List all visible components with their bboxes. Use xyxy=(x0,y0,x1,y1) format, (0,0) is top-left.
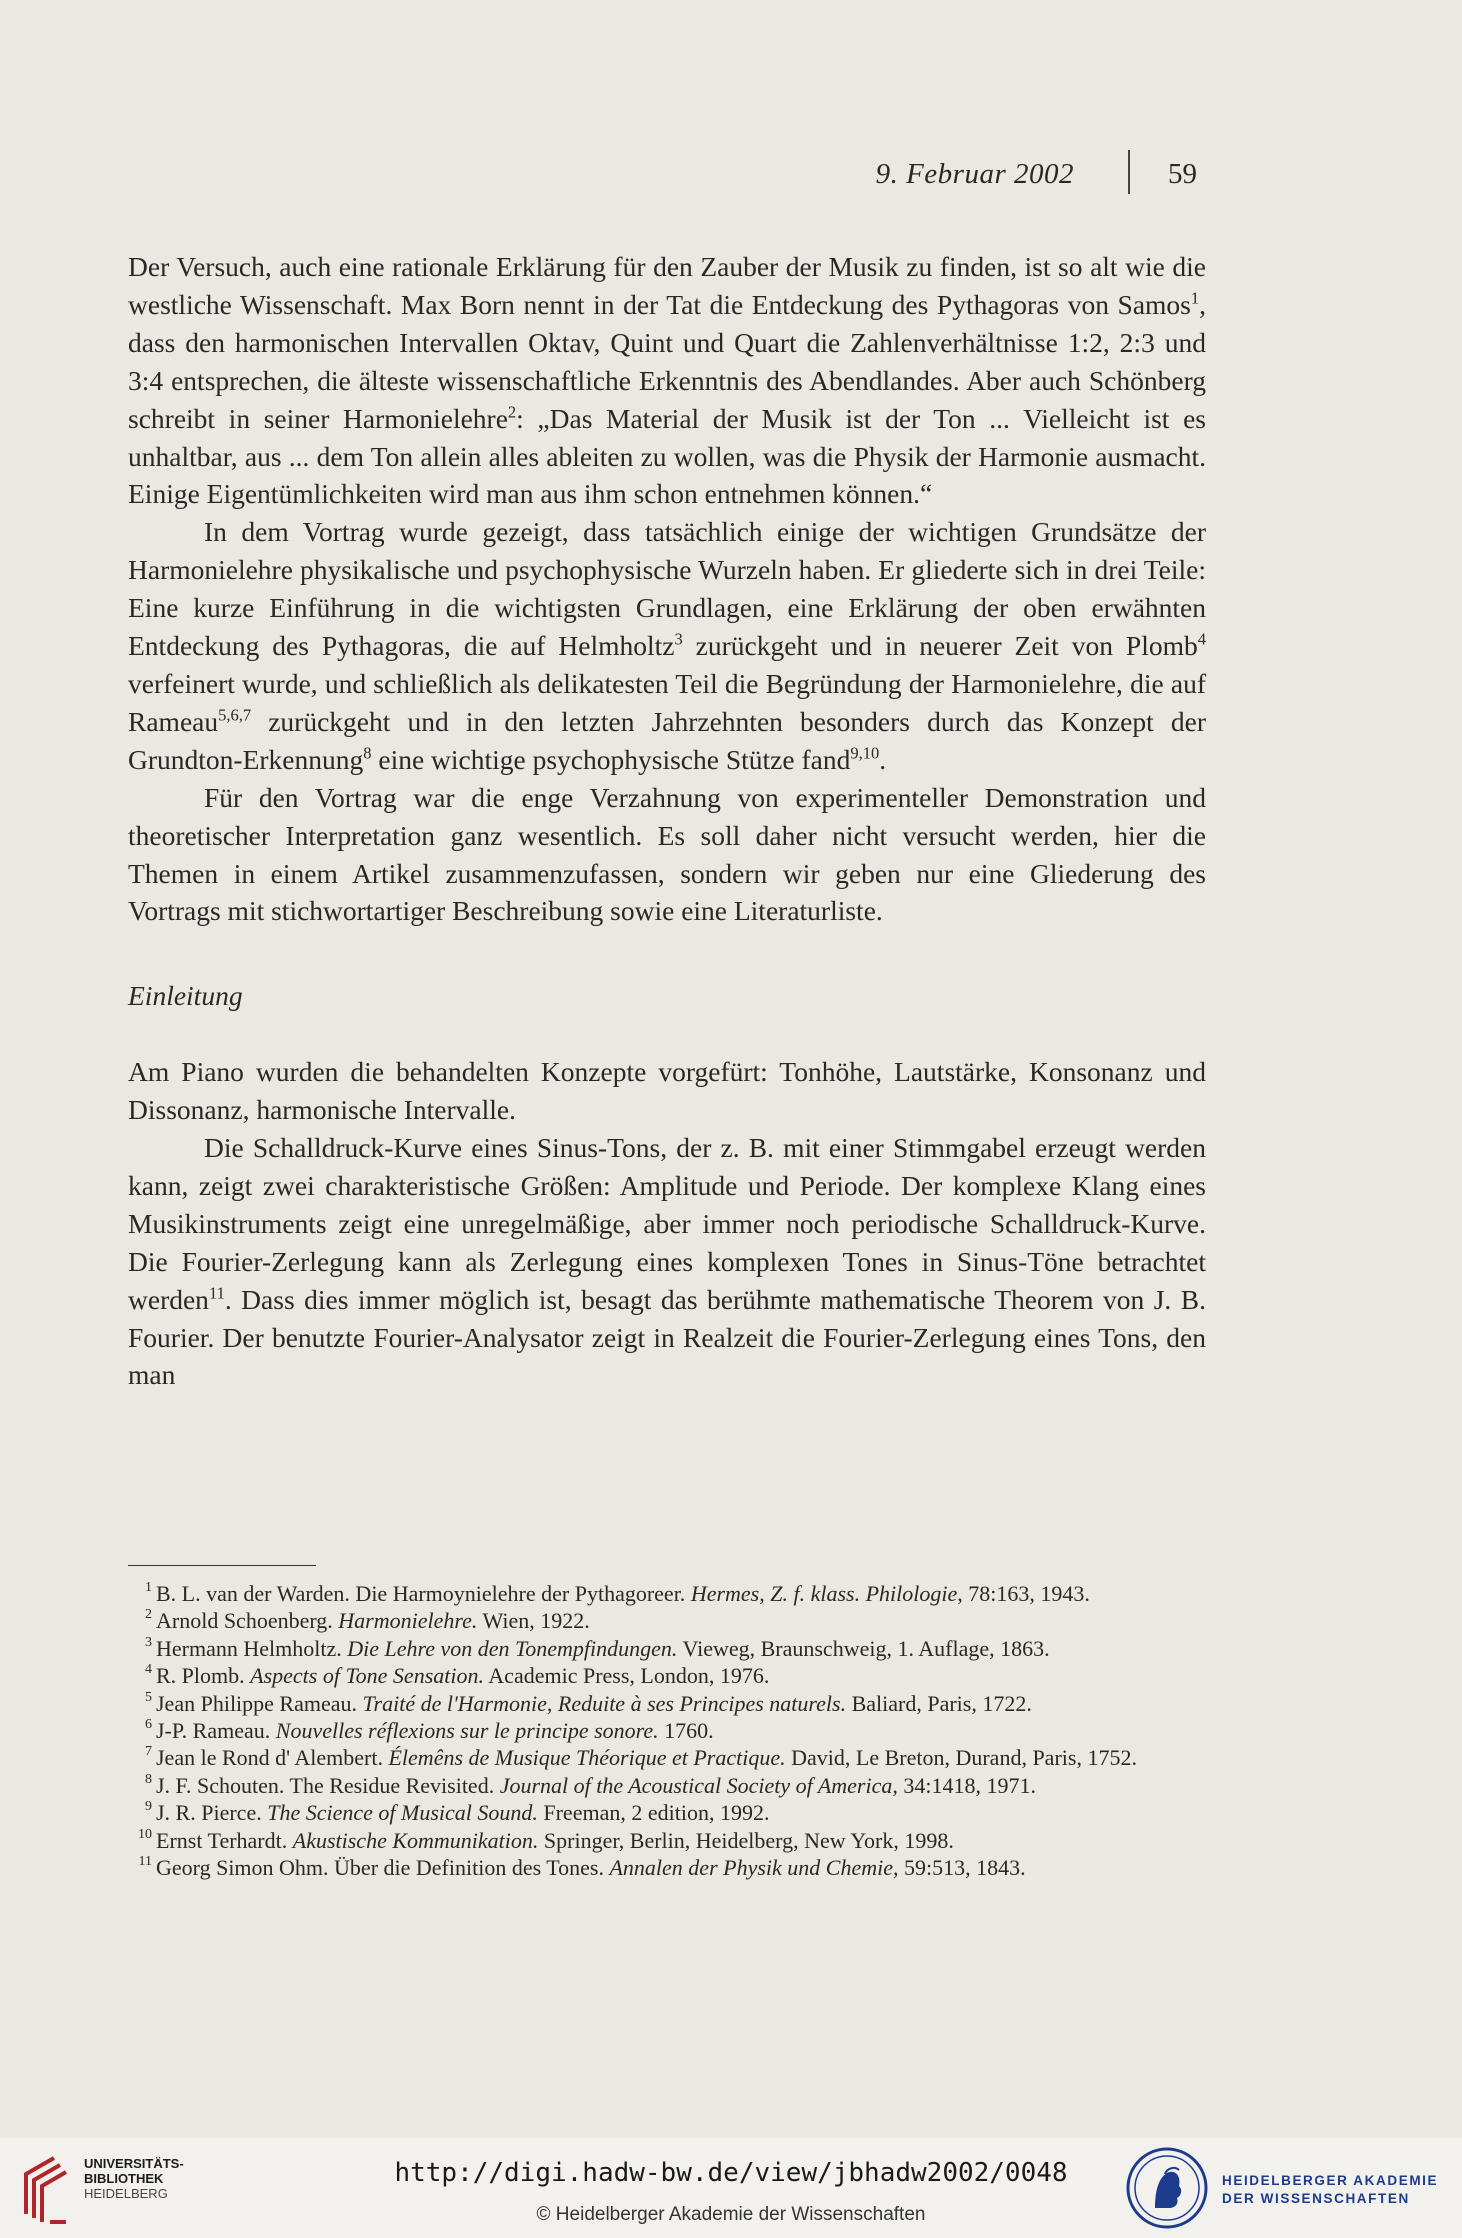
academy-seal-icon xyxy=(1125,2146,1209,2230)
footnote-number: 5 xyxy=(145,1689,152,1705)
intro-paragraphs xyxy=(128,248,1206,930)
italic-text: Traité de l'Harmonie, Reduite à ses Principes naturels. xyxy=(362,1690,847,1716)
italic-text: Akustische Kommunikation. xyxy=(292,1827,539,1853)
text-run: Der Versuch, auch eine rationale Erklärung für den Zauber der Musik zu finden, ist so alt wie die westliche Wissenschaft. Max Born nennt in der Tat die Entdeckung des Pythagoras von Samos xyxy=(128,251,1206,320)
paragraph xyxy=(128,1129,1206,1394)
text-run: Academic Press, London, 1976. xyxy=(484,1663,770,1689)
footnote-rule xyxy=(128,1565,316,1566)
text-run: Vieweg, Braunschweig, 1. Auflage, 1863. xyxy=(677,1635,1050,1661)
section-paragraphs xyxy=(128,1053,1206,1394)
text-run: 1760. xyxy=(658,1718,714,1744)
italic-text: Die Lehre von den Tonempfindungen. xyxy=(347,1635,678,1661)
text-run: zurückgeht und in neuerer Zeit von Plomb xyxy=(682,630,1198,662)
text-run: Jean Philippe Rameau. xyxy=(156,1690,363,1716)
footnote xyxy=(128,1580,1206,1607)
page-number: 59 xyxy=(1168,158,1197,190)
footnote-number: 4 xyxy=(145,1662,152,1678)
text-run: David, Le Breton, Durand, Paris, 1752. xyxy=(785,1745,1137,1771)
italic-text: Harmonielehre. xyxy=(338,1608,478,1634)
text-run: . xyxy=(879,743,887,775)
text-run: 34:1418, 1971. xyxy=(897,1772,1036,1798)
italic-text: Aspects of Tone Sensation. xyxy=(250,1663,484,1689)
running-header xyxy=(0,150,1462,200)
text-run: Arnold Schoenberg. xyxy=(156,1608,339,1634)
text-run: Baliard, Paris, 1722. xyxy=(846,1690,1032,1716)
text-run: , dass den harmonischen Intervallen Oktav, Quint und Quart die Zahlenverhältnisse 1:2, 2:3 und 3:4 entsprechen, die älteste wissenschaftliche Erkenntnis des Abendlandes. Aber auch Schönberg schreibt in seiner Harmonielehre xyxy=(128,288,1206,434)
text-run: zurückgeht und in den letzten Jahrzehnten besonders durch das Konzept der Grundton-Erkennung xyxy=(128,705,1206,775)
footnote-ref: 8 xyxy=(363,743,372,763)
text-run: Springer, Berlin, Heidelberg, New York, 1998. xyxy=(538,1827,954,1853)
text-run: Für den Vortrag war die enge Verzahnung von experimenteller Demonstration und theoretischer Interpretation ganz wesentlich. Es soll daher nicht versucht werden, hier die Themen in einem Artikel zusammenzufassen, sondern wir geben nur eine Gliederung des Vortrags mit stichwortartiger Beschreibung sowie eine Literaturliste. xyxy=(128,781,1206,927)
footnote xyxy=(128,1635,1206,1662)
footnote xyxy=(128,1799,1206,1826)
italic-text: Hermes, Z. f. klass. Philologie xyxy=(690,1581,958,1606)
footnote-number: 1 xyxy=(145,1580,152,1595)
italic-text: The Science of Musical Sound. xyxy=(267,1800,538,1826)
section-heading: Einleitung xyxy=(128,980,243,1012)
text-run: B. L. van der Warden. Die Harmoynielehre der Pythagoreer. xyxy=(156,1581,691,1606)
text-run: Freeman, 2 edition, 1992. xyxy=(537,1800,770,1826)
italic-text: Annalen der Physik und Chemie xyxy=(609,1855,893,1881)
footnote-ref: 9,10 xyxy=(850,743,880,763)
paragraph xyxy=(128,513,1206,778)
text-run: : „Das Material der Musik ist der Ton ... Vielleicht ist es unhaltbar, aus ... dem Ton allein alles ableiten zu wollen, was die Physik der Harmonie ausmacht. Einige Eigentümlichkeiten wird man aus ihm schon entnehmen können.“ xyxy=(128,402,1206,510)
copyright-notice: © Heidelberger Akademie der Wissenschaften xyxy=(536,2204,926,2225)
source-url-link[interactable]: http://digi.hadw-bw.de/view/jbhadw2002/0048 xyxy=(394,2158,1068,2188)
footnote-number: 8 xyxy=(145,1771,152,1787)
footnote xyxy=(128,1854,1206,1881)
text-run: Georg Simon Ohm. Über die Definition des Tones. xyxy=(156,1855,610,1881)
text-run: Ernst Terhardt. xyxy=(156,1827,293,1853)
text-run: , 59:513, 1843. xyxy=(892,1855,1026,1881)
running-title: 9. Februar 2002 xyxy=(875,158,1074,190)
text-run: J. R. Pierce. xyxy=(156,1800,268,1826)
text-run: Wien, 1922. xyxy=(477,1608,590,1634)
footnote xyxy=(128,1607,1206,1634)
text-run: J. F. Schouten. The Residue Revisited. xyxy=(156,1772,500,1798)
text-run: Hermann Helmholtz. xyxy=(156,1635,348,1661)
text-run: R. Plomb. xyxy=(156,1663,251,1689)
academy-name: HEIDELBERGER AKADEMIE DER WISSENSCHAFTEN xyxy=(1222,2173,1439,2206)
footnote xyxy=(128,1717,1206,1744)
university-library-name: UNIVERSITÄTS- BIBLIOTHEK HEIDELBERG xyxy=(84,2156,184,2201)
footnote-number: 6 xyxy=(145,1717,152,1733)
text-run: , 78:163, 1943. xyxy=(957,1581,1090,1606)
footnote xyxy=(128,1690,1206,1717)
footnote-ref: 5,6,7 xyxy=(218,705,252,725)
footnote-number: 2 xyxy=(145,1607,152,1623)
text-run: eine wichtige psychophysische Stütze fand xyxy=(371,743,851,775)
footnote-ref: 11 xyxy=(208,1282,225,1302)
footnote-ref: 3 xyxy=(674,629,683,649)
text-run: J-P. Rameau. xyxy=(156,1718,276,1744)
footnote-number: 10 xyxy=(138,1826,152,1842)
footnote-ref: 1 xyxy=(1190,288,1200,308)
italic-text: Journal of the Acoustical Society of America, xyxy=(499,1772,898,1798)
footnote-number: 9 xyxy=(145,1799,152,1815)
footnote xyxy=(128,1827,1206,1854)
text-run: In dem Vortrag wurde gezeigt, dass tatsächlich einige der wichtigen Grundsätze der Harmonielehre physikalische und psychophysische Wurzeln haben. Er gliederte sich in drei Teile: Eine kurze Einführung in die wichtigsten Grundlagen, eine Erklärung der oben erwähnten Entdeckung des Pythagoras, die auf Helmholtz xyxy=(128,516,1206,662)
text-run: Die Schalldruck-Kurve eines Sinus-Tons, der z. B. mit einer Stimmgabel erzeugt werden kann, zeigt zwei charakteristische Größen: Amplitude und Periode. Der komplexe Klang eines Musikinstruments zeigt eine unregelmäßige, aber immer noch periodische Schalldruck-Kurve. Die Fourier-Zerlegung kann als Zerlegung eines komplexen Tones in Sinus-Töne betrachtet werden xyxy=(128,1132,1206,1315)
text-run: verfeinert wurde, und schließlich als delikatesten Teil die Begründung der Harmonielehre, die auf Rameau xyxy=(128,667,1206,737)
footnote-ref: 4 xyxy=(1197,629,1206,649)
main-text xyxy=(128,248,1206,1394)
header-divider xyxy=(1128,150,1130,194)
footnote xyxy=(128,1772,1206,1799)
italic-text: Nouvelles réflexions sur le principe sonore. xyxy=(275,1718,659,1744)
text-run: . Dass dies immer möglich ist, besagt das berühmte mathematische Theorem von J. B. Fourier. Der benutzte Fourier-Analysator zeigt in Realzeit die Fourier-Zerlegung eines Tons, den man xyxy=(128,1283,1206,1391)
text-run: Am Piano wurden die behandelten Konzepte vorgefürt: Tonhöhe, Lautstärke, Konsonanz und Dissonanz, harmonische Intervalle. xyxy=(128,1056,1206,1126)
italic-text: Élemêns de Musique Théorique et Practique. xyxy=(388,1745,786,1771)
footnote-number: 11 xyxy=(138,1854,152,1870)
footer-bar xyxy=(0,2138,1462,2238)
footnote xyxy=(128,1662,1206,1689)
footnote-number: 7 xyxy=(145,1744,152,1760)
footnote xyxy=(128,1744,1206,1771)
paragraph xyxy=(128,1053,1206,1129)
footnotes xyxy=(128,1580,1206,1881)
text-run: Jean le Rond d' Alembert. xyxy=(156,1745,389,1771)
footnote-ref: 2 xyxy=(507,401,517,421)
paragraph xyxy=(128,248,1206,513)
footnote-number: 3 xyxy=(145,1634,152,1650)
paragraph xyxy=(128,779,1206,931)
